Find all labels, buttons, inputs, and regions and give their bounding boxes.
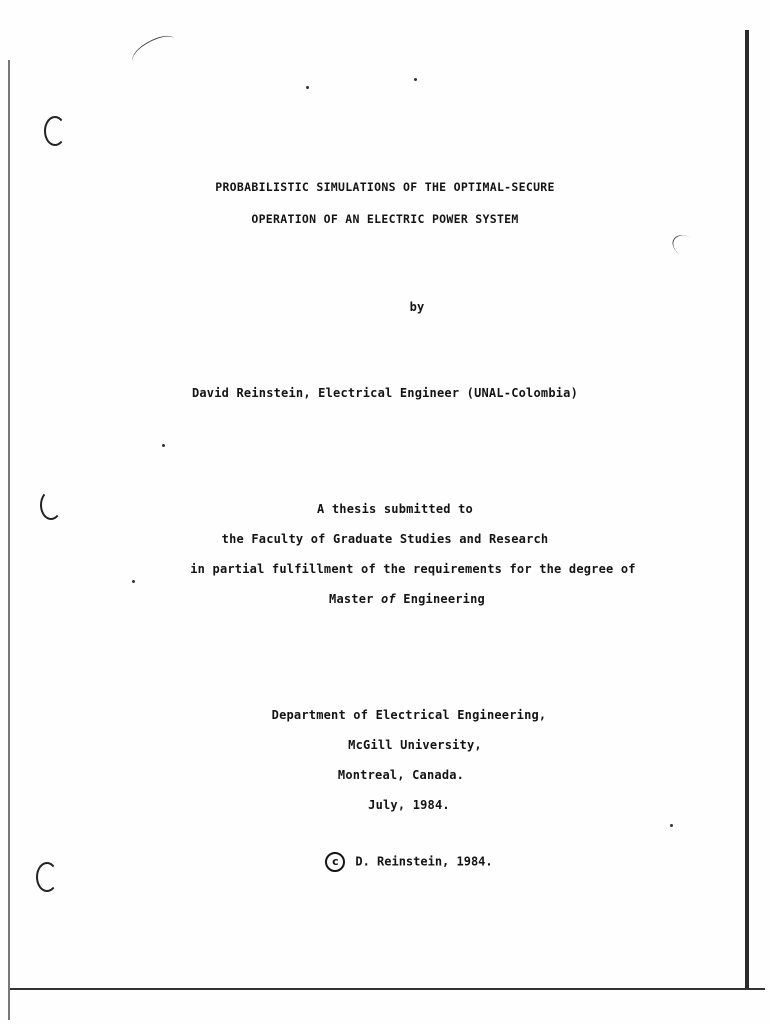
degree-prefix: Master — [329, 592, 381, 606]
scan-smudge — [128, 30, 180, 71]
thesis-title-line-1: PROBABILISTIC SIMULATIONS OF THE OPTIMAL-SECURE — [215, 180, 555, 194]
scan-bottom-edge — [10, 988, 765, 990]
scan-speck — [162, 444, 165, 447]
scan-speck — [414, 78, 417, 81]
by-label: by — [409, 300, 425, 314]
punch-hole-top — [44, 116, 66, 146]
scan-smudge — [668, 231, 703, 263]
copyright-text: D. Reinstein, 1984. — [355, 854, 493, 869]
author-line: David Reinstein, Electrical Engineer (UNAL-Colombia) — [191, 386, 579, 400]
submission-line-1: A thesis submitted to — [317, 502, 473, 516]
department-line: Department of Electrical Engineering, — [271, 708, 547, 722]
degree-line — [22, 592, 770, 606]
date-line: July, 1984. — [368, 798, 450, 812]
scan-speck — [132, 580, 135, 583]
submission-line-3: in partial fulfillment of the requirements for the degree of — [190, 562, 636, 576]
submission-line-2: the Faculty of Graduate Studies and Research — [221, 532, 549, 546]
city-line: Montreal, Canada. — [337, 768, 465, 782]
scan-speck — [306, 86, 309, 89]
degree-of: of — [381, 592, 396, 606]
thesis-title-line-2: OPERATION OF AN ELECTRIC POWER SYSTEM — [251, 212, 519, 226]
scan-speck — [670, 824, 673, 827]
copyright-line — [24, 852, 770, 872]
degree-suffix: Engineering — [395, 592, 485, 606]
university-line: McGill University, — [348, 738, 482, 752]
copyright-icon: c — [325, 852, 345, 872]
